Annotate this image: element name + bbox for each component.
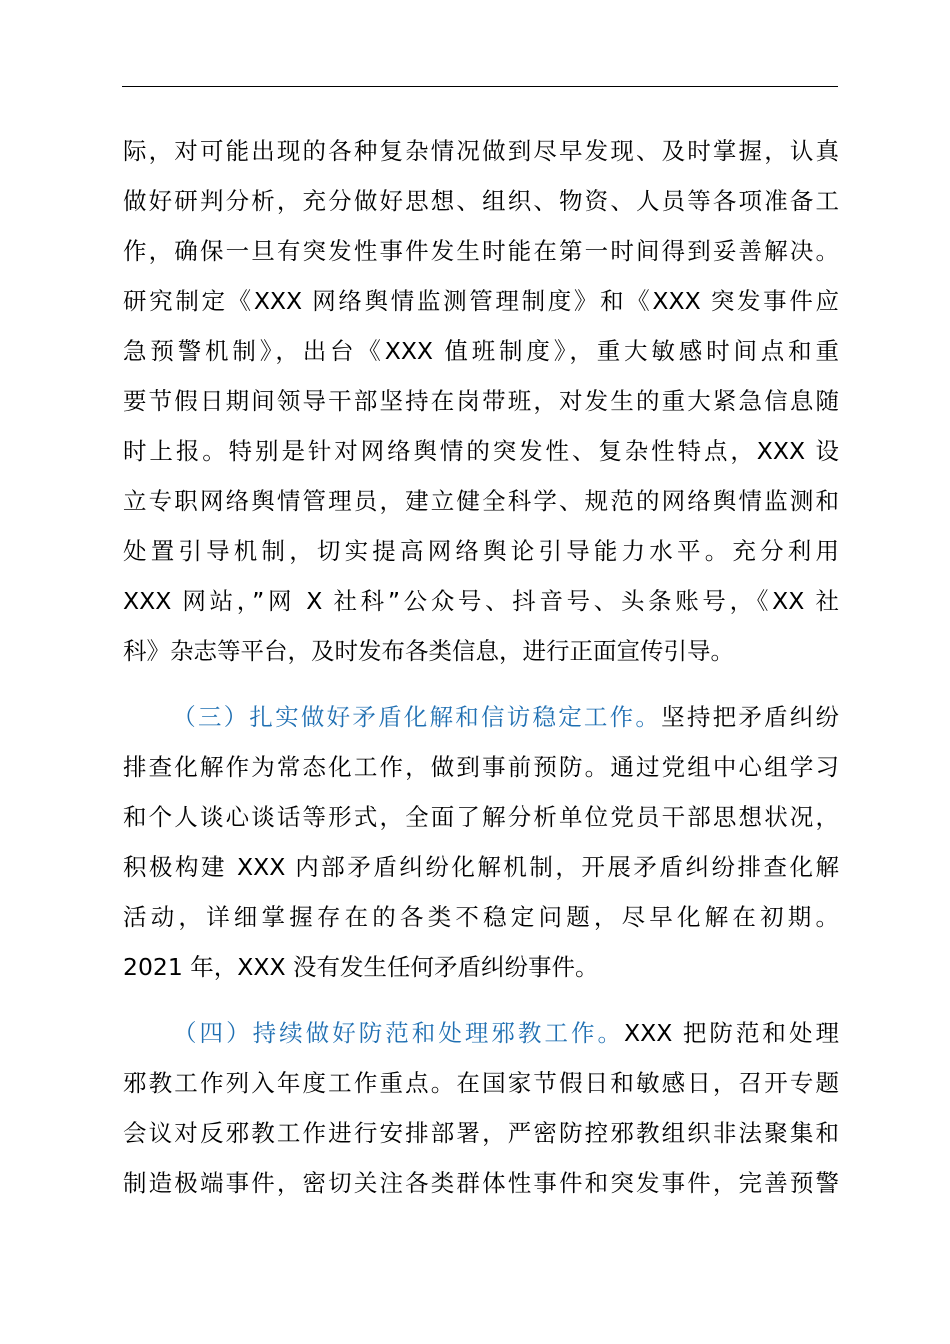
text-line: XXX 网站，”网 X 社科”公众号、抖音号、头条账号，《XX 社	[123, 587, 839, 615]
text-line: 立专职网络舆情管理员，建立健全科学、规范的网络舆情监测和	[123, 487, 839, 515]
section-3-first-line-text: 坚持把矛盾纠纷	[661, 703, 839, 731]
text-line: 际，对可能出现的各种复杂情况做到尽早发现、及时掌握，认真	[123, 137, 839, 165]
section-3-paragraph	[123, 692, 839, 992]
text-line: 邪教工作列入年度工作重点。在国家节假日和敏感日，召开专题	[123, 1069, 839, 1097]
text-line: 时上报。特别是针对网络舆情的突发性、复杂性特点，XXX 设	[123, 437, 839, 465]
text-line: 和个人谈心谈话等形式，全面了解分析单位党员干部思想状况，	[123, 803, 839, 831]
section-4-paragraph	[123, 1008, 839, 1208]
text-line: 制造极端事件，密切关注各类群体性事件和突发事件，完善预警	[123, 1169, 839, 1197]
section-3-heading: （三）扎实做好矛盾化解和信访稳定工作。	[170, 703, 662, 731]
text-line: 排查化解作为常态化工作，做到事前预防。通过党组中心组学习	[123, 753, 839, 781]
text-line: 做好研判分析，充分做好思想、组织、物资、人员等各项准备工	[123, 187, 839, 215]
text-line: 积极构建 XXX 内部矛盾纠纷化解机制，开展矛盾纠纷排查化解	[123, 853, 839, 881]
header-rule	[122, 86, 838, 87]
paragraph-gap	[123, 676, 839, 692]
text-line: 会议对反邪教工作进行安排部署，严密防控邪教组织非法聚集和	[123, 1119, 839, 1147]
text-line: 处置引导机制，切实提高网络舆论引导能力水平。充分利用	[123, 537, 839, 565]
paragraph-continuation	[123, 126, 839, 676]
document-body	[123, 126, 839, 1208]
section-4-first-line-text: XXX 把防范和处理	[624, 1019, 839, 1047]
text-line: 活动，详细掌握存在的各类不稳定问题，尽早化解在初期。	[123, 903, 839, 931]
text-line: 科》杂志等平台，及时发布各类信息，进行正面宣传引导。	[123, 637, 734, 665]
section-4-first-line	[123, 1008, 839, 1058]
text-line: 急预警机制》，出台《XXX 值班制度》，重大敏感时间点和重	[123, 337, 839, 365]
section-4-heading: （四）持续做好防范和处理邪教工作。	[170, 1019, 625, 1047]
text-line: 作，确保一旦有突发性事件发生时能在第一时间得到妥善解决。	[123, 237, 839, 265]
section-3-first-line	[123, 692, 839, 742]
text-line: 研究制定《XXX 网络舆情监测管理制度》和《XXX 突发事件应	[123, 287, 839, 315]
text-line: 2021 年，XXX 没有发生任何矛盾纠纷事件。	[123, 953, 599, 981]
text-line: 要节假日期间领导干部坚持在岗带班，对发生的重大紧急信息随	[123, 387, 839, 415]
paragraph-gap	[123, 992, 839, 1008]
